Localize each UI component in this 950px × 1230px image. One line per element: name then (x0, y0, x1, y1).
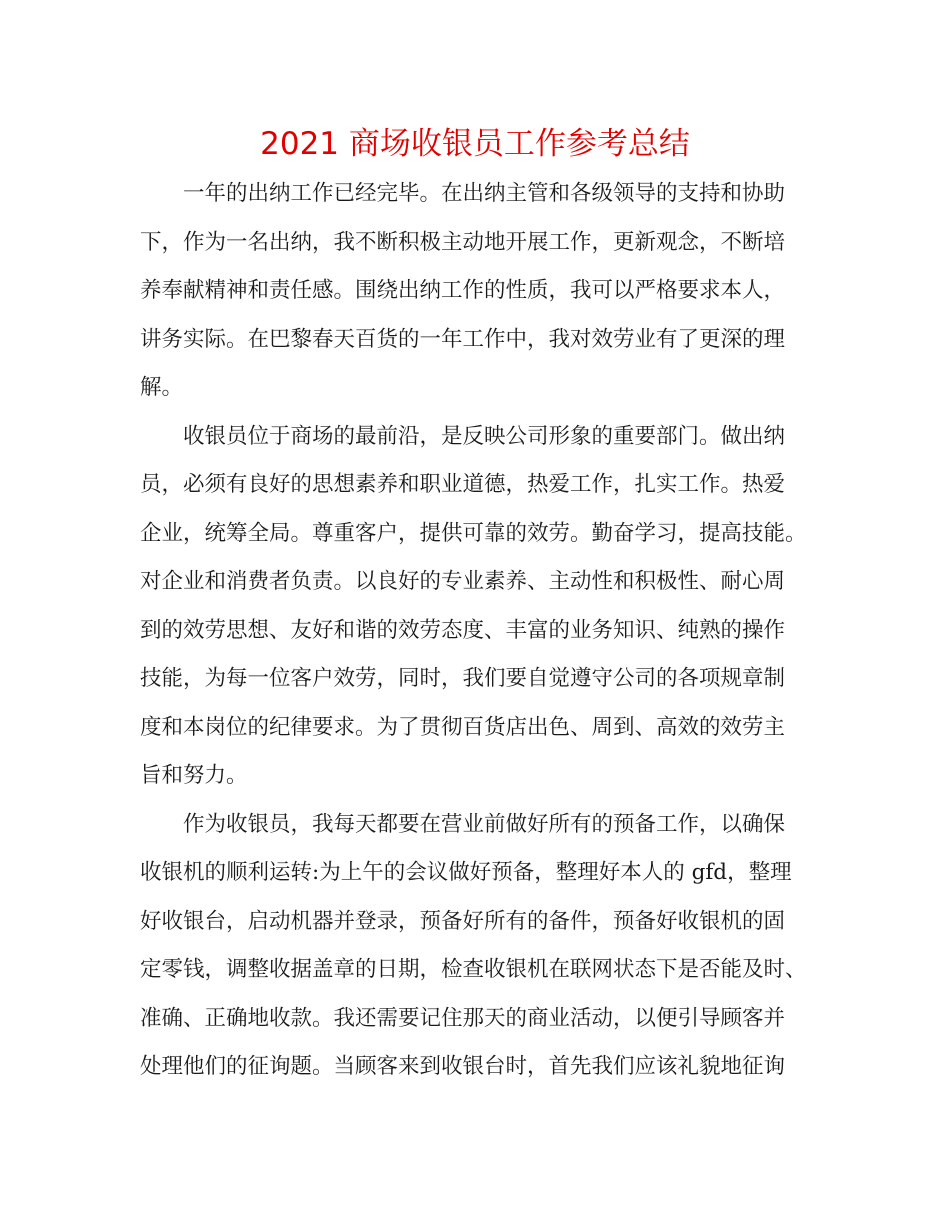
text-line: 收银机的顺利运转:为上午的会议做好预备，整理好本人的 gfd，整理 (140, 860, 792, 885)
paragraph-2 (140, 417, 830, 805)
text-line: 技能，为每一位客户效劳，同时，我们要自觉遵守公司的各项规章制 (140, 666, 786, 691)
text-line: 处理他们的征询题。当顾客来到收银台时，首先我们应该礼貌地征询 (140, 1054, 786, 1079)
text-line: 度和本岗位的纪律要求。为了贯彻百货店出色、周到、高效的效劳主 (140, 714, 786, 740)
text-line: 讲务实际。在巴黎春天百货的一年工作中，我对效劳业有了更深的理 (140, 326, 786, 352)
paragraph-1 (140, 174, 830, 417)
text-line: 旨和努力。 (140, 763, 248, 788)
text-line: 准确、正确地收款。我还需要记住那天的商业活动，以便引导顾客并 (140, 1005, 786, 1031)
paragraph-3 (140, 805, 830, 1096)
text-line: 养奉献精神和责任感。围绕出纳工作的性质，我可以严格要求本人， (140, 278, 786, 303)
text-line: 下，作为一名出纳，我不断积极主动地开展工作，更新观念，不断培 (140, 229, 786, 255)
text-line: 对企业和消费者负责。以良好的专业素养、主动性和积极性、耐心周 (140, 569, 786, 594)
text-line: 作为收银员，我每天都要在营业前做好所有的预备工作，以确保 (140, 811, 786, 837)
document-title: 2021 商场收银员工作参考总结 (260, 126, 690, 162)
document-body (140, 174, 830, 1096)
text-line: 企业，统筹全局。尊重客户，提供可靠的效劳。勤奋学习，提高技能。 (140, 520, 807, 546)
text-line: 解。 (140, 375, 184, 400)
text-line: 到的效劳思想、友好和谐的效劳态度、丰富的业务知识、纯熟的操作 (140, 617, 786, 643)
text-line: 定零钱，调整收据盖章的日期，检查收银机在联网状态下是否能及时、 (140, 957, 807, 982)
text-line: 收银员位于商场的最前沿，是反映公司形象的重要部门。做出纳 (140, 423, 786, 449)
text-line: 一年的出纳工作已经完毕。在出纳主管和各级领导的支持和协助 (140, 181, 786, 206)
text-line: 员，必须有良好的思想素养和职业道德，热爱工作，扎实工作。热爱 (140, 472, 786, 497)
text-line: 好收银台，启动机器并登录，预备好所有的备件，预备好收银机的固 (140, 908, 786, 934)
